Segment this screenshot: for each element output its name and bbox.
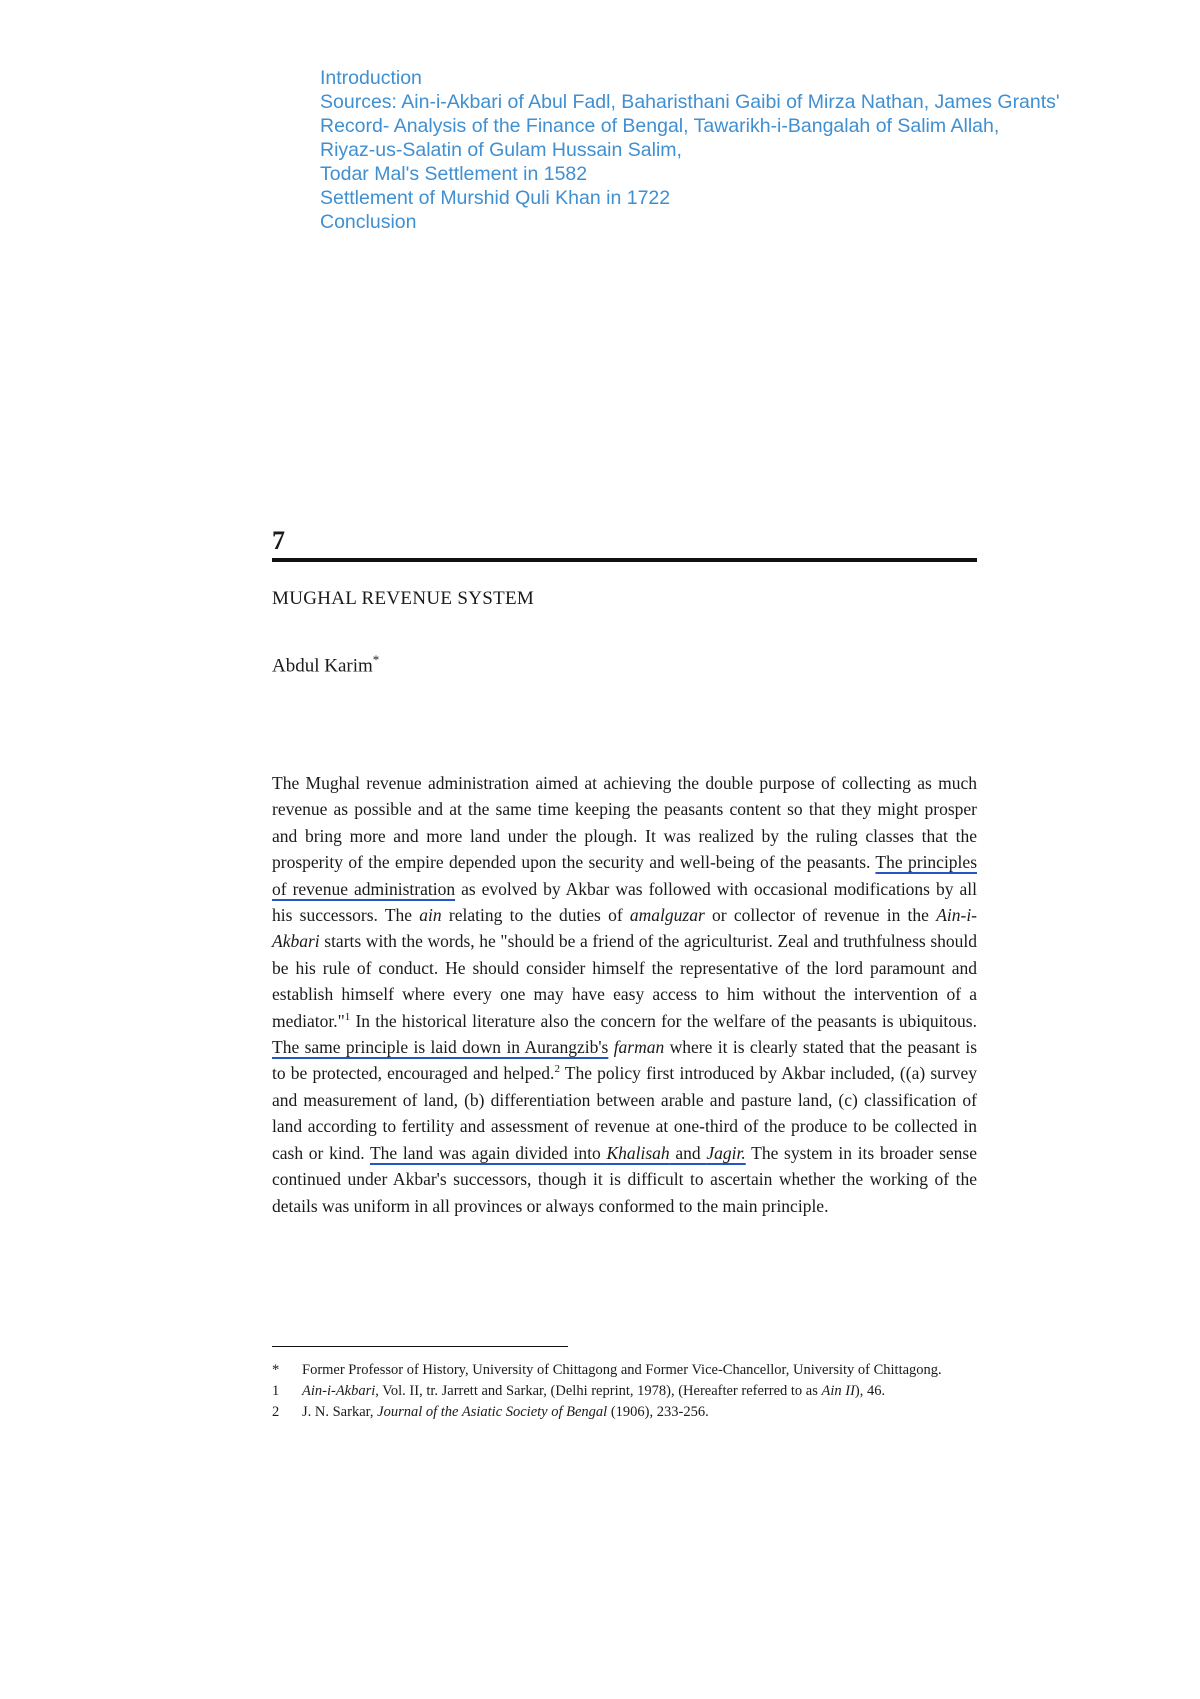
toc-item-sources-cont-1[interactable]: Record- Analysis of the Finance of Bengal, Tawarikh-i-Bangalah of Salim Allah,: [320, 115, 1000, 137]
term-amalguzar: amalguzar: [629, 905, 705, 926]
term-khalisah: Khalisah: [606, 1142, 670, 1163]
chapter-number: 7: [272, 526, 285, 555]
chapter-rule: [272, 558, 977, 562]
author-name: Abdul Karim: [272, 655, 373, 677]
text-run: The system in its broader sense continued under Akbar's successors, though it is difficult to ascertain whether the working of the details was uniform in all provinces or always conformed to the main principle.: [272, 1142, 978, 1216]
toc-item-conclusion[interactable]: Conclusion: [320, 211, 417, 233]
text-run: or collector of revenue in the: [704, 905, 937, 926]
text-run: (1906), 233-256.: [607, 1404, 709, 1420]
text-run: The policy first introduced by Akbar included, ((a) survey and measurement of land, (b) differentiation between arable and pasture land, (c) classification of land according to fertility and assessment of revenue at one-third of the produce to be collected in cash or kind.: [272, 1063, 977, 1163]
text-run: , Vol. II, tr. Jarrett and Sarkar, (Delhi reprint, 1978), (Hereafter referred to as: [375, 1383, 822, 1399]
footnote-italic: Journal of the Asiatic Society of Bengal: [377, 1404, 608, 1420]
text-run: The Mughal revenue administration aimed at achieving the double purpose of collecting as much revenue as possible and at the same time keeping the peasants content so that they might prosper and bring more and more land under the plough. It was realized by the ruling classes that the prosperity of the empire depended upon the security and well-being of the peasants.: [272, 773, 977, 873]
text-run: and: [669, 1142, 707, 1163]
author-line: [272, 652, 379, 677]
footnote-author: [272, 1360, 977, 1381]
toc-item-murshid-quli[interactable]: Settlement of Murshid Quli Khan in 1722: [320, 187, 671, 209]
term-ain: ain: [419, 905, 442, 926]
highlight-principles: The principles of revenue administration: [272, 852, 977, 899]
footnote-ref-2[interactable]: 2: [554, 1063, 560, 1076]
footnotes: [272, 1360, 977, 1423]
toc-item-introduction[interactable]: Introduction: [320, 67, 422, 89]
chapter-title: MUGHAL REVENUE SYSTEM: [272, 588, 535, 609]
text-run: The land was again divided into: [369, 1142, 607, 1163]
toc-item-sources[interactable]: Sources: Ain-i-Akbari of Abul Fadl, Baharisthani Gaibi of Mirza Nathan, James Grants': [320, 91, 1060, 113]
author-footnote-mark[interactable]: *: [372, 652, 380, 667]
footnote-mark: 1: [272, 1383, 280, 1399]
footnote-text: Former Professor of History, University of Chittagong and Former Vice-Chancellor, University of Chittagong.: [302, 1362, 942, 1378]
text-run: starts with the words, he "should be a friend of the agriculturist. Zeal and truthfulness should be his rule of conduct. He should consider himself the representative of the lord paramount and establish himself where every one may have easy access to him without the intervention of a mediator.": [272, 931, 977, 1031]
footnote-2: [272, 1402, 977, 1423]
text-run: J. N. Sarkar,: [302, 1404, 378, 1420]
text-run: as evolved by Akbar was followed with occasional modifications by all his successors. The: [272, 878, 977, 926]
footnote-text: [302, 1381, 977, 1402]
highlight-land-divided: [370, 1143, 746, 1163]
text-run: ), 46.: [854, 1383, 886, 1399]
footnote-italic: Ain-i-Akbari: [302, 1383, 376, 1399]
toc-item-sources-cont-2[interactable]: Riyaz-us-Salatin of Gulam Hussain Salim,: [320, 139, 682, 161]
term-ain-i-akbari: Ain-i-Akbari: [272, 905, 978, 952]
body-paragraph: [272, 770, 977, 1219]
highlight-same-principle: The same principle is laid down in Aurangzib's: [272, 1037, 609, 1058]
footnote-mark: *: [272, 1362, 280, 1378]
footnote-separator: [272, 1346, 568, 1347]
footnote-italic: Ain II: [821, 1383, 855, 1399]
text-run: where it is clearly stated that the peasant is to be protected, encouraged and helped.: [272, 1037, 978, 1084]
toc-item-todar-mal[interactable]: Todar Mal's Settlement in 1582: [320, 163, 588, 185]
footnote-1: [272, 1381, 977, 1402]
contents-list: [320, 66, 1140, 234]
text-run: relating to the duties of: [441, 905, 630, 926]
text-run: In the historical literature also the concern for the welfare of the peasants is ubiquitous.: [350, 1010, 977, 1031]
footnote-text: [302, 1402, 977, 1423]
footnote-mark: 2: [272, 1404, 280, 1420]
term-farman: farman: [613, 1037, 665, 1058]
term-jagir: Jagir.: [706, 1142, 746, 1163]
footnote-ref-1[interactable]: 1: [344, 1010, 351, 1023]
